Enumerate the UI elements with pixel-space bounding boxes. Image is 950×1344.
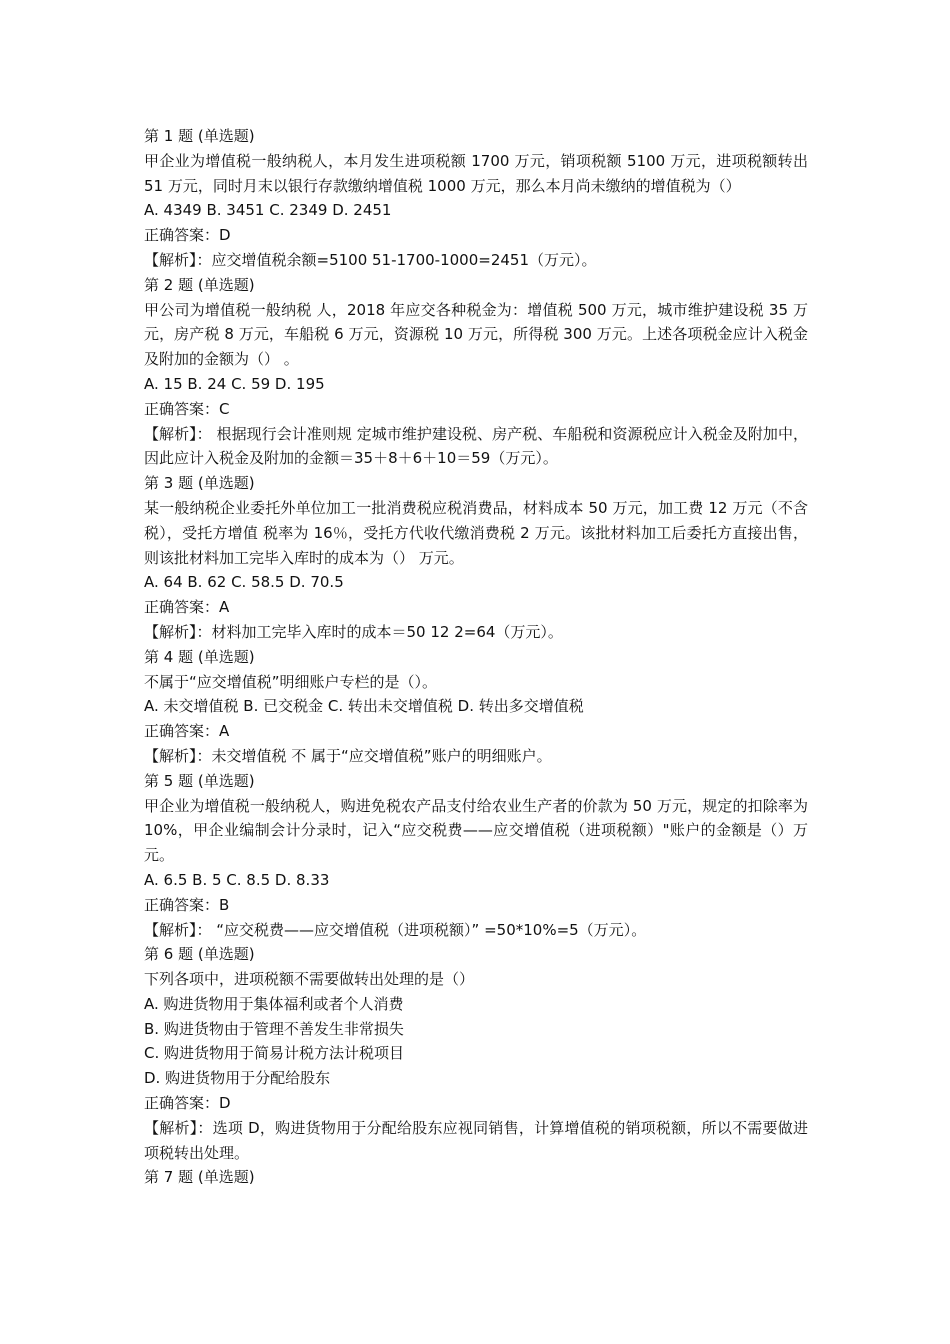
question-2-stem: 甲公司为增值税一般纳税 人，2018 年应交各种税金为：增值税 500 万元，城市维护建设税 35 万元，房产税 8 万元，车船税 6 万元，资源税 10 万元，所得税 300 万元。上述各项税金应计入税金及附加的金额为（） 。 (144, 300, 808, 369)
question-6-stem: 下列各项中，进项税额不需要做转出处理的是（） (144, 970, 475, 989)
question-6-analysis: 【解析】：选项 D，购进货物用于分配给股东应视同销售，计算增值税的销项税额，所以不需要做进项税转出处理。 (144, 1118, 808, 1162)
question-4-header: 第 4 题 (单选题) (144, 647, 255, 666)
question-4-options: A. 未交增值税 B. 已交税金 C. 转出未交增值税 D. 转出多交增值税 (144, 697, 584, 716)
question-6-header: 第 6 题 (单选题) (144, 945, 255, 964)
question-5-analysis: 【解析】： “应交税费——应交增值税（进项税额）” =50*10%=5（万元）。 (144, 920, 647, 939)
question-1-analysis: 【解析】：应交增值税余额=5100 51-1700-1000=2451（万元）。 (144, 250, 597, 269)
question-6-answer: 正确答案：D (144, 1094, 231, 1113)
question-2-answer: 正确答案：C (144, 399, 230, 418)
question-3-stem: 某一般纳税企业委托外单位加工一批消费税应税消费品，材料成本 50 万元，加工费 12 万元（不含税），受托方增值 税率为 16％，受托方代收代缴消费税 2 万元。该批材料加工后委托方直接出售，则该批材料加工完毕入库时的成本为（） 万元。 (144, 498, 808, 567)
question-3-header: 第 3 题 (单选题) (144, 474, 255, 493)
question-4-stem: 不属于“应交增值税”明细账户专栏的是（）。 (144, 672, 438, 691)
question-1-header: 第 1 题 (单选题) (144, 127, 255, 145)
question-6-option-a: A. 购进货物用于集体福利或者个人消费 (144, 994, 404, 1013)
question-5-header: 第 5 题 (单选题) (144, 771, 255, 790)
question-6-option-c: C. 购进货物用于简易计税方法计税项目 (144, 1044, 405, 1063)
question-3-analysis: 【解析】：材料加工完毕入库时的成本＝50 12 2=64（万元）。 (144, 622, 563, 641)
question-2-options: A. 15 B. 24 C. 59 D. 195 (144, 374, 325, 393)
question-5-options: A. 6.5 B. 5 C. 8.5 D. 8.33 (144, 870, 330, 889)
question-4-answer: 正确答案：A (144, 722, 230, 741)
question-2-analysis: 【解析】： 根据现行会计准则规 定城市维护建设税、房产税、车船税和资源税应计入税金及附加中，因此应计入税金及附加的金额＝35＋8＋6＋10＝59（万元）。 (144, 424, 808, 468)
question-6-option-d: D. 购进货物用于分配给股东 (144, 1069, 331, 1088)
question-1-stem: 甲企业为增值税一般纳税人，本月发生进项税额 1700 万元，销项税额 5100 万元，进项税额转出 51 万元，同时月末以银行存款缴纳增值税 1000 万元，那么本月尚未缴纳的增值税为（） (144, 151, 808, 195)
question-6-option-b: B. 购进货物由于管理不善发生非常损失 (144, 1019, 404, 1038)
question-3-answer: 正确答案：A (144, 598, 230, 617)
question-3-options: A. 64 B. 62 C. 58.5 D. 70.5 (144, 573, 344, 592)
question-2-header: 第 2 题 (单选题) (144, 275, 255, 294)
question-1-options: A. 4349 B. 3451 C. 2349 D. 2451 (144, 201, 392, 220)
document-page (144, 124, 808, 1190)
question-7-header: 第 7 题 (单选题) (144, 1168, 255, 1187)
question-4-analysis: 【解析】：未交增值税 不 属于“应交增值税”账户的明细账户。 (144, 746, 552, 765)
question-5-answer: 正确答案：B (144, 895, 230, 914)
question-1-answer: 正确答案：D (144, 226, 231, 245)
question-5-stem: 甲企业为增值税一般纳税人，购进免税农产品支付给农业生产者的价款为 50 万元，规定的扣除率为 10%，甲企业编制会计分录时，记入“应交税费——应交增值税（进项税额）"账户的金额是（）万元。 (144, 796, 808, 865)
